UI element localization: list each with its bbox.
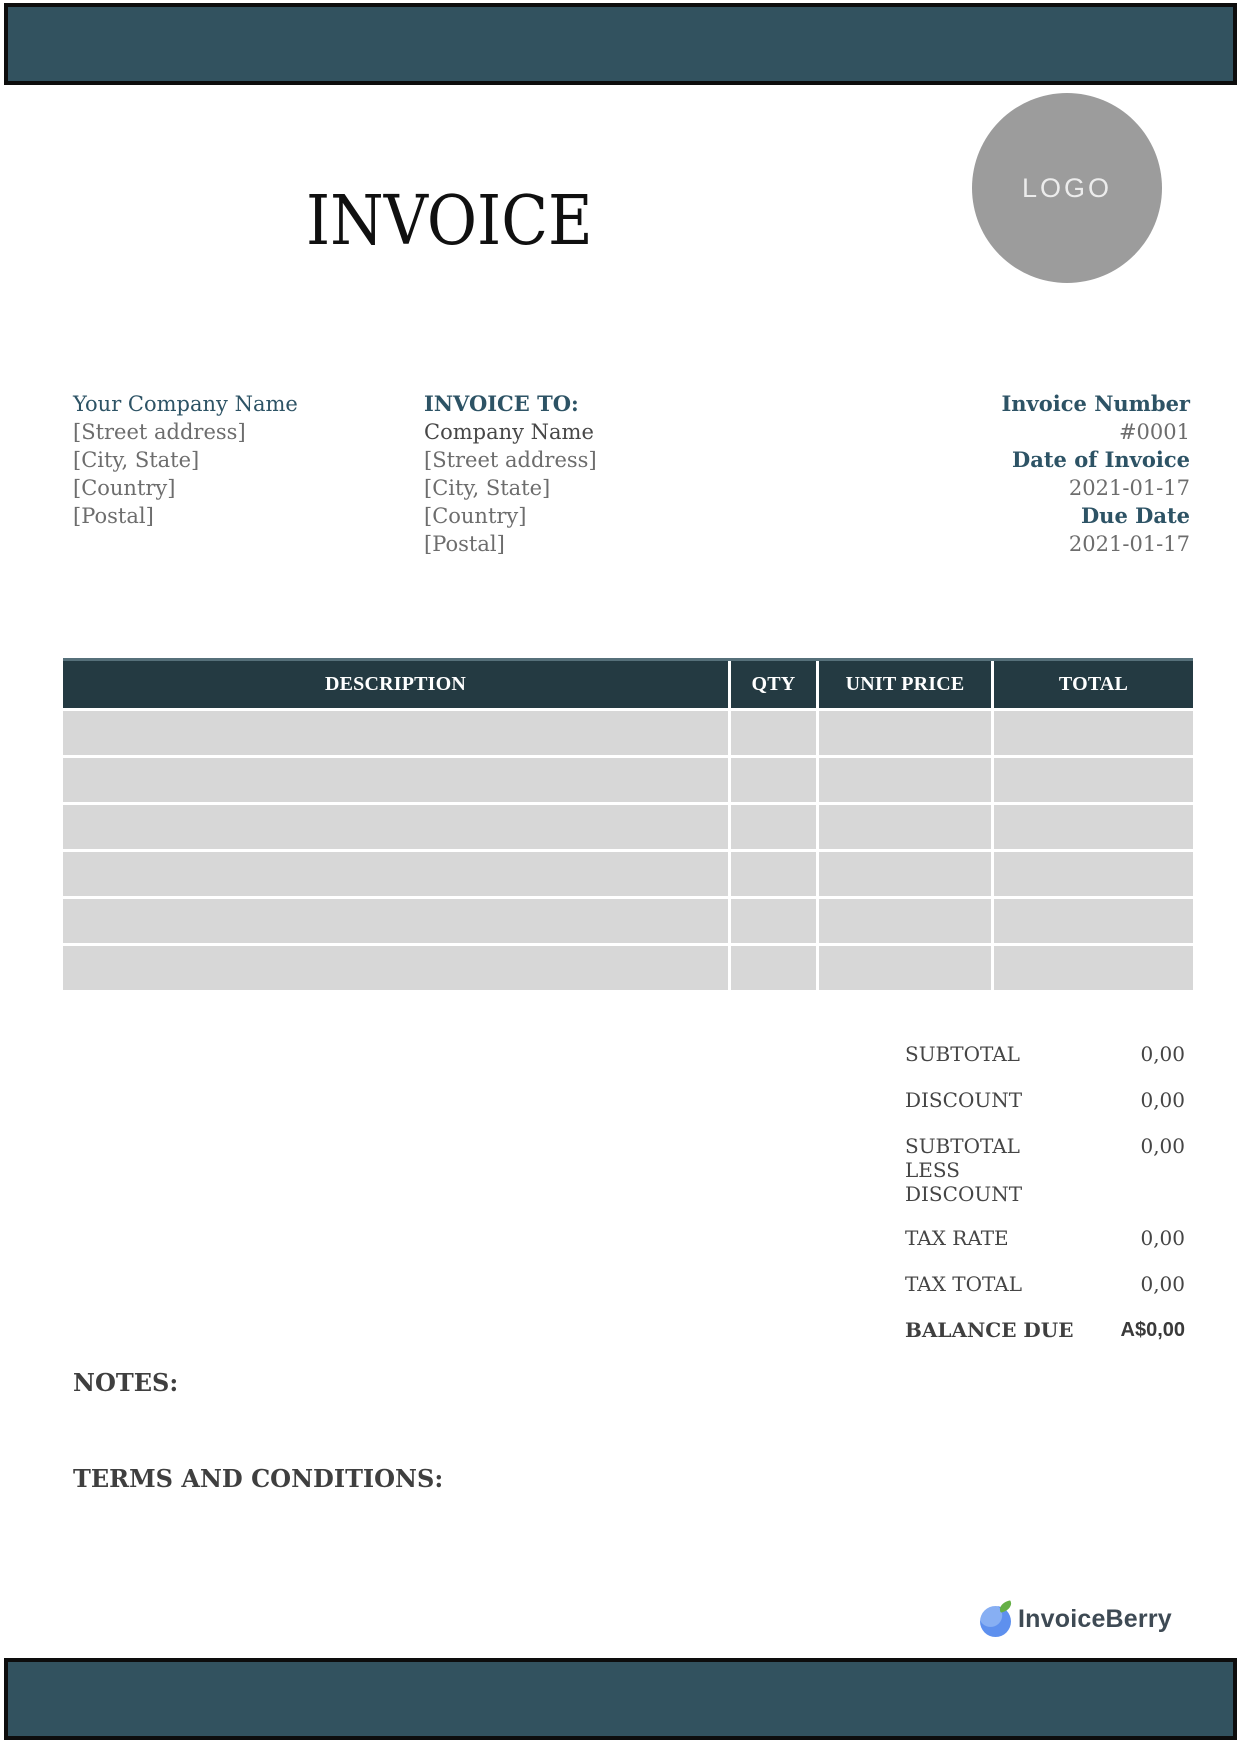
meta-label: Due Date — [1080, 503, 1190, 528]
company-from-block — [73, 390, 403, 530]
column-header-unit-price: UNIT PRICE — [819, 661, 991, 708]
line-item-cell — [994, 852, 1193, 896]
column-header-description: DESCRIPTION — [63, 661, 728, 708]
company-from-line: [City, State] — [73, 448, 200, 472]
totals-row-tax-total — [905, 1272, 1185, 1296]
line-item-cell — [819, 852, 991, 896]
totals-value: 0,00 — [1140, 1088, 1185, 1112]
line-items-table — [63, 658, 1193, 990]
line-item-cell — [819, 899, 991, 943]
totals-row-subtotal — [905, 1042, 1185, 1066]
line-item-cell — [819, 946, 991, 990]
totals-row-balance-due — [905, 1318, 1185, 1342]
totals-label: SUBTOTAL — [905, 1042, 1020, 1066]
line-item-cell — [819, 758, 991, 802]
notes-label: NOTES: — [73, 1368, 179, 1397]
totals-row-discount — [905, 1088, 1185, 1112]
line-item-row — [63, 758, 1193, 802]
top-accent-bar — [4, 3, 1237, 85]
invoice-to-line: [Postal] — [424, 532, 505, 556]
invoiceberry-leaf-icon — [998, 1600, 1013, 1613]
line-item-row — [63, 899, 1193, 943]
totals-label: DISCOUNT — [905, 1088, 1023, 1112]
line-item-row — [63, 946, 1193, 990]
terms-label: TERMS AND CONDITIONS: — [73, 1464, 444, 1493]
invoice-to-block — [424, 390, 754, 558]
column-header-total: TOTAL — [994, 661, 1193, 708]
company-from-address — [73, 418, 403, 530]
company-from-line: [Country] — [73, 476, 176, 500]
company-from-line: [Street address] — [73, 420, 246, 444]
line-item-cell — [63, 805, 728, 849]
totals-label: SUBTOTAL LESS DISCOUNT — [905, 1134, 1023, 1206]
line-item-cell — [63, 758, 728, 802]
line-item-cell — [994, 805, 1193, 849]
line-item-row — [63, 852, 1193, 896]
invoice-to-line: [Country] — [424, 504, 527, 528]
logo-placeholder-label: LOGO — [1021, 172, 1113, 203]
logo-placeholder — [972, 93, 1162, 283]
invoice-to-line: [City, State] — [424, 476, 551, 500]
totals-value: 0,00 — [1140, 1226, 1185, 1250]
company-from-name: Your Company Name — [73, 392, 298, 416]
line-item-cell — [731, 946, 816, 990]
invoice-to-company: Company Name — [424, 420, 594, 444]
line-item-cell — [731, 899, 816, 943]
column-header-qty: QTY — [731, 661, 816, 708]
line-items-body — [63, 711, 1193, 990]
invoiceberry-branding[interactable] — [980, 1602, 1172, 1637]
totals-block — [905, 1042, 1185, 1364]
line-item-cell — [63, 852, 728, 896]
line-item-cell — [731, 711, 816, 755]
line-item-cell — [63, 711, 728, 755]
line-items-header-row — [63, 658, 1193, 708]
invoice-meta-block — [850, 390, 1190, 558]
meta-value: #0001 — [1118, 420, 1190, 444]
line-item-cell — [63, 899, 728, 943]
meta-label: Date of Invoice — [1012, 447, 1190, 472]
page-title: INVOICE — [306, 182, 593, 261]
totals-value: 0,00 — [1140, 1134, 1185, 1158]
invoiceberry-wordmark: InvoiceBerry — [1018, 1605, 1172, 1633]
invoice-to-address — [424, 446, 754, 558]
line-item-cell — [819, 805, 991, 849]
company-from-line: [Postal] — [73, 504, 154, 528]
totals-row-tax-rate — [905, 1226, 1185, 1250]
line-item-cell — [731, 758, 816, 802]
totals-label: TAX RATE — [905, 1226, 1009, 1250]
line-item-cell — [994, 946, 1193, 990]
meta-value: 2021-01-17 — [1068, 532, 1190, 556]
totals-value: A$0,00 — [1120, 1319, 1185, 1341]
line-item-cell — [994, 758, 1193, 802]
totals-label: TAX TOTAL — [905, 1272, 1022, 1296]
line-item-row — [63, 711, 1193, 755]
invoice-to-line: [Street address] — [424, 448, 597, 472]
meta-label: Invoice Number — [1001, 391, 1190, 416]
line-item-cell — [731, 805, 816, 849]
line-item-cell — [819, 711, 991, 755]
bottom-accent-bar — [4, 1658, 1237, 1740]
totals-label: BALANCE DUE — [905, 1318, 1074, 1342]
invoiceberry-berry-icon — [980, 1606, 1011, 1637]
line-item-cell — [994, 899, 1193, 943]
totals-row-subtotal-less-discount — [905, 1134, 1185, 1206]
line-item-cell — [63, 946, 728, 990]
totals-value: 0,00 — [1140, 1042, 1185, 1066]
line-item-cell — [994, 711, 1193, 755]
line-item-row — [63, 805, 1193, 849]
invoice-to-heading: INVOICE TO: — [424, 391, 579, 416]
line-item-cell — [731, 852, 816, 896]
totals-value: 0,00 — [1140, 1272, 1185, 1296]
meta-value: 2021-01-17 — [1068, 476, 1190, 500]
